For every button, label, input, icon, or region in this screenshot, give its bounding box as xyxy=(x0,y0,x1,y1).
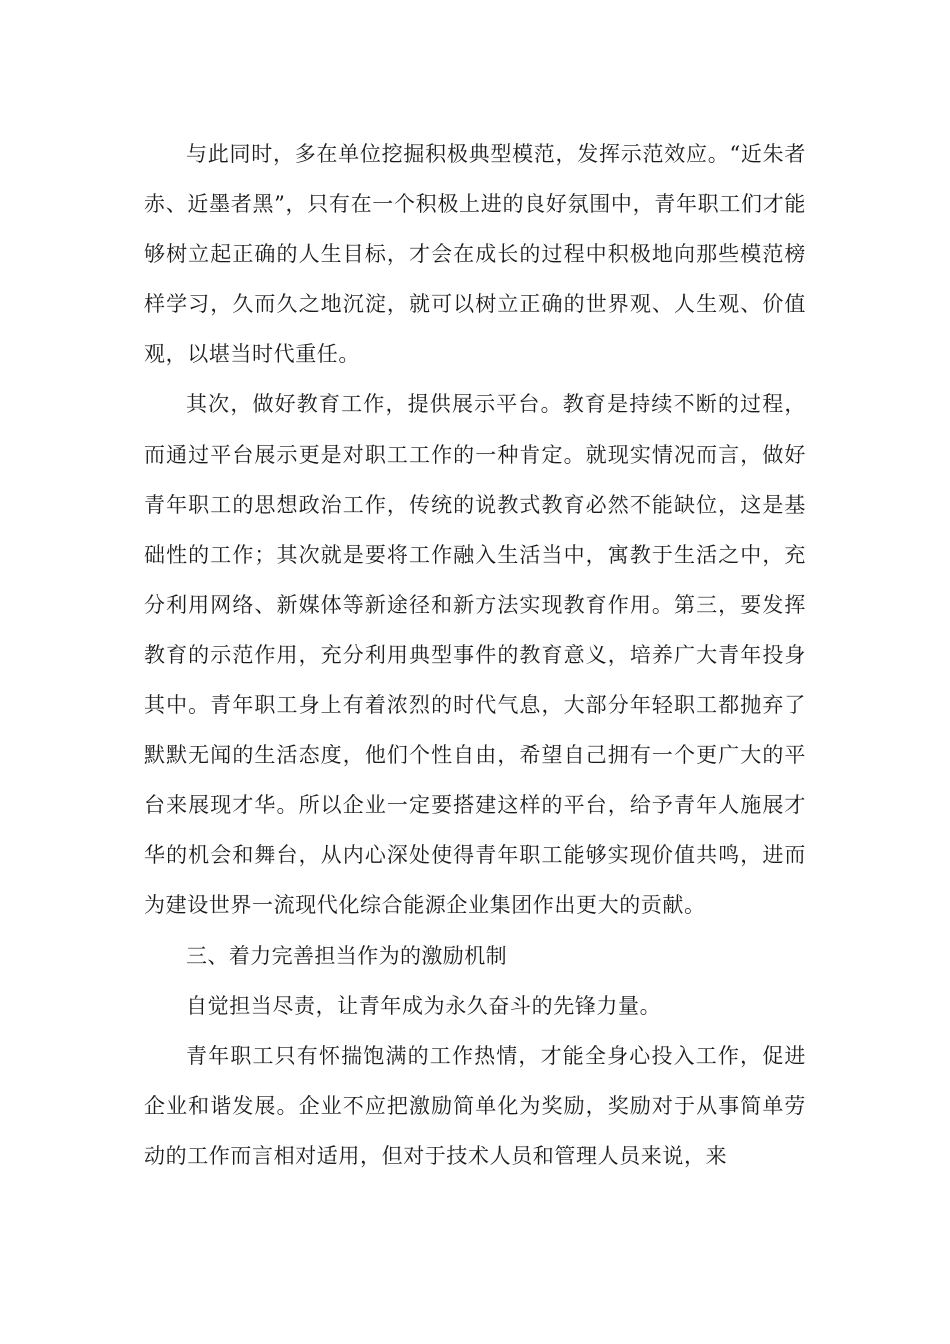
paragraph-vanguard: 自觉担当尽责，让青年成为永久奋斗的先锋力量。 xyxy=(186,993,662,1018)
document-body xyxy=(144,129,806,1181)
paragraph-work-enthusiasm: 青年职工只有怀揣饱满的工作热情，才能全身心投入工作，促进企业和谐发展。企业不应把激励简单化为奖励，奖励对于从事简单劳动的工作而言相对适用，但对于技术人员和管理人员来说，来 xyxy=(144,1043,806,1168)
paragraph-role-models: 与此同时，多在单位挖掘积极典型模范，发挥示范效应。“近朱者赤、近墨者黑”，只有在一个积极上进的良好氛围中，青年职工们才能够树立起正确的人生目标，才会在成长的过程中积极地向那些模范榜样学习，久而久之地沉淀，就可以树立正确的世界观、人生观、价值观，以堪当时代重任。 xyxy=(144,142,806,367)
paragraph-education-platform: 其次，做好教育工作，提供展示平台。教育是持续不断的过程，而通过平台展示更是对职工工作的一种肯定。就现实情况而言，做好青年职工的思想政治工作，传统的说教式教育必然不能缺位，这是基础性的工作；其次就是要将工作融入生活当中，寓教于生活之中，充分利用网络、新媒体等新途径和新方法实现教育作用。第三，要发挥教育的示范作用，充分利用典型事件的教育意义，培养广大青年投身其中。青年职工身上有着浓烈的时代气息，大部分年轻职工都抛弃了默默无闻的生活态度，他们个性自由，希望自己拥有一个更广大的平台来展现才华。所以企业一定要搭建这样的平台，给予青年人施展才华的机会和舞台，从内心深处使得青年职工能够实现价值共鸣，进而为建设世界一流现代化综合能源企业集团作出更大的贡献。 xyxy=(144,392,806,918)
section-heading-incentive: 三、着力完善担当作为的激励机制 xyxy=(186,943,507,968)
